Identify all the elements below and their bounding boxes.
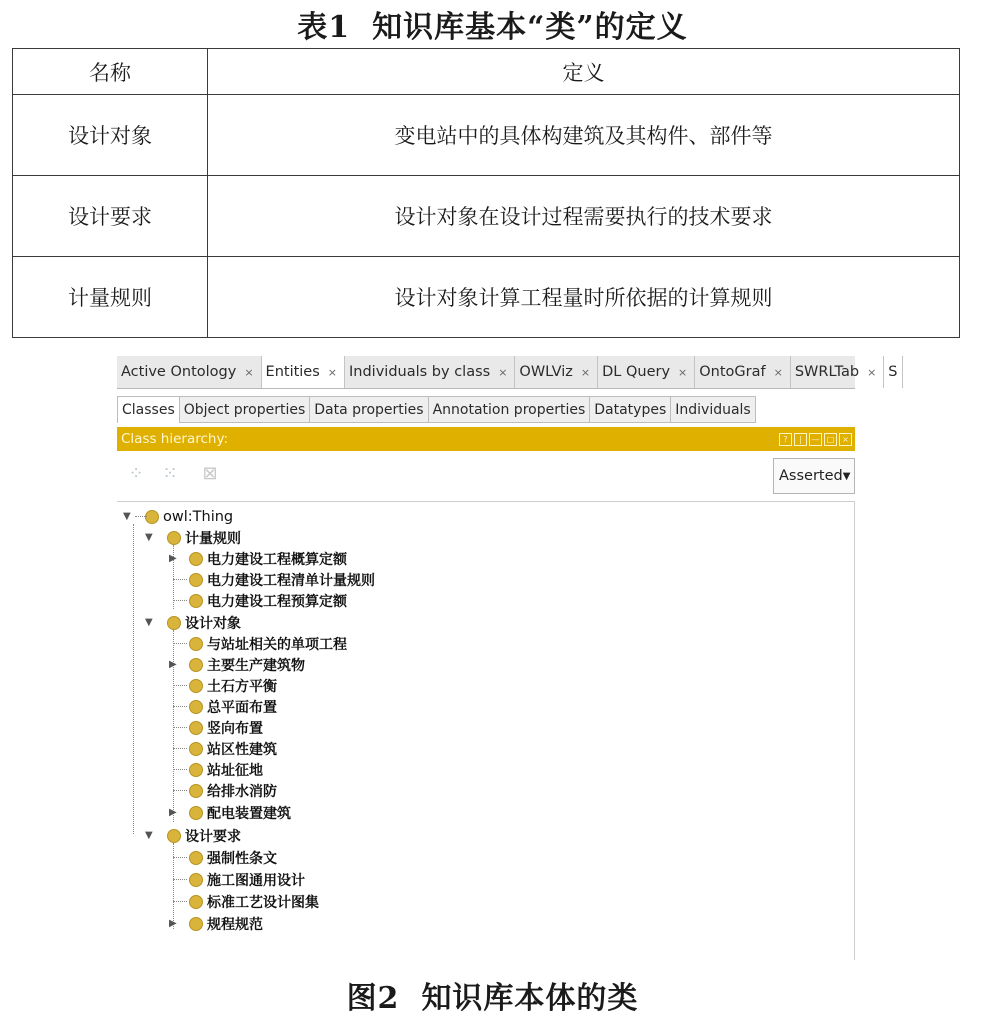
expand-arrow-icon[interactable]: ▶ [169, 918, 177, 929]
expand-arrow-icon[interactable]: ▶ [169, 659, 177, 670]
hierarchy-mode-value: Asserted [779, 468, 843, 484]
tree-node[interactable] [169, 654, 305, 675]
class-label: 设计要求 [185, 828, 241, 845]
hierarchy-toolbar [117, 453, 855, 497]
tab-individuals-by-class[interactable] [345, 356, 515, 388]
table-cell-name: 设计要求 [13, 176, 208, 257]
tree-connector [173, 727, 187, 729]
class-label: 站址征地 [207, 762, 263, 779]
table-cell-definition: 变电站中的具体构建筑及其构件、部件等 [208, 95, 960, 176]
figure-caption [0, 973, 985, 1017]
tree-node[interactable] [173, 675, 277, 696]
close-icon[interactable]: × [244, 365, 254, 379]
subtab-classes[interactable]: Classes [117, 396, 180, 423]
hierarchy-mode-select[interactable] [773, 458, 855, 494]
figure-caption-number: 图2 [346, 981, 400, 1016]
tree-node[interactable] [173, 633, 347, 654]
tree-node[interactable] [173, 847, 277, 868]
table-row [13, 176, 960, 257]
tab-truncated[interactable] [884, 356, 902, 388]
tree-node[interactable] [173, 780, 277, 801]
tree-node[interactable] [173, 759, 263, 780]
tab-label: OntoGraf [699, 364, 766, 380]
class-icon [189, 742, 203, 756]
tree-connector [173, 769, 187, 771]
close-icon[interactable]: × [678, 365, 688, 379]
panel-title: Class hierarchy: [121, 431, 229, 447]
class-icon [189, 573, 203, 587]
delete-class-icon[interactable]: ⊠ [202, 463, 218, 484]
tree-connector [173, 685, 187, 687]
close-icon[interactable]: × [867, 365, 877, 379]
class-label: 主要生产建筑物 [207, 657, 305, 674]
class-label: 土石方平衡 [207, 678, 277, 695]
tree-connector [173, 600, 187, 602]
class-icon [189, 851, 203, 865]
tab-label: OWLViz [519, 364, 573, 380]
tab-entities[interactable] [262, 356, 345, 388]
table-header-name: 名称 [13, 49, 208, 95]
close-icon[interactable]: × [327, 365, 338, 379]
tree-node[interactable] [173, 696, 277, 717]
tab-label: S [888, 364, 898, 380]
class-icon [167, 531, 181, 545]
table-cell-definition: 设计对象在设计过程需要执行的技术要求 [208, 176, 960, 257]
subtab-object-properties[interactable]: Object properties [180, 396, 311, 423]
class-icon [167, 829, 181, 843]
table-cell-name: 设计对象 [13, 95, 208, 176]
class-icon [189, 637, 203, 651]
tree-node[interactable] [173, 738, 277, 759]
class-icon [167, 616, 181, 630]
class-label: 总平面布置 [207, 699, 277, 716]
class-icon [189, 917, 203, 931]
tree-connector [173, 748, 187, 750]
protege-window [117, 356, 898, 960]
tree-node[interactable] [169, 548, 347, 569]
class-label: 施工图通用设计 [207, 872, 305, 889]
class-hierarchy-header [117, 427, 855, 451]
class-icon [189, 721, 203, 735]
class-label: 标准工艺设计图集 [207, 894, 319, 911]
tab-active-ontology[interactable] [117, 356, 262, 388]
class-icon [189, 552, 203, 566]
definition-table [12, 48, 960, 338]
class-icon [145, 510, 159, 524]
tab-dl-query[interactable] [598, 356, 695, 388]
class-icon [189, 700, 203, 714]
class-icon [189, 784, 203, 798]
class-icon [189, 873, 203, 887]
tree-connector [173, 857, 187, 859]
subtab-annotation-properties[interactable]: Annotation properties [429, 396, 591, 423]
chevron-down-icon: ▼ [842, 470, 851, 482]
tab-label: Entities [265, 364, 320, 380]
class-tree [117, 501, 855, 960]
class-icon [189, 679, 203, 693]
class-icon [189, 658, 203, 672]
tree-node-root[interactable] [123, 506, 233, 527]
class-icon [189, 895, 203, 909]
class-label: 给排水消防 [207, 783, 277, 800]
class-label: 电力建设工程预算定额 [207, 593, 347, 610]
tree-connector [173, 643, 187, 645]
pin-icon[interactable]: | [794, 433, 807, 446]
tab-owlviz[interactable] [515, 356, 598, 388]
table-row [13, 95, 960, 176]
expand-arrow-icon[interactable]: ▼ [145, 617, 153, 628]
table-header-row [13, 49, 960, 95]
table-row [13, 257, 960, 338]
expand-arrow-icon[interactable]: ▼ [145, 532, 153, 543]
expand-arrow-icon[interactable]: ▶ [169, 807, 177, 818]
expand-arrow-icon[interactable]: ▼ [145, 830, 153, 841]
tree-connector [173, 879, 187, 881]
subtab-datatypes[interactable]: Datatypes [590, 396, 671, 423]
class-label: 竖向布置 [207, 720, 263, 737]
table-cell-definition: 设计对象计算工程量时所依据的计算规则 [208, 257, 960, 338]
tree-connector [135, 516, 147, 518]
tree-node[interactable] [173, 869, 305, 890]
panel-controls [779, 433, 855, 446]
tree-node-group[interactable] [145, 527, 241, 548]
close-icon[interactable]: × [580, 365, 591, 379]
class-label: 计量规则 [185, 530, 241, 547]
tree-node[interactable] [173, 891, 319, 912]
tree-node[interactable] [169, 913, 263, 934]
tree-connector [173, 579, 187, 581]
help-icon[interactable]: ? [779, 433, 792, 446]
add-subclass-icon[interactable]: ⁘ [128, 463, 144, 484]
subtab-data-properties[interactable]: Data properties [310, 396, 428, 423]
table-caption-text: 知识库基本“类”的定义 [372, 10, 688, 45]
close-panel-icon[interactable]: × [839, 433, 852, 446]
minimize-icon[interactable]: — [809, 433, 822, 446]
tree-connector [173, 706, 187, 708]
tab-label: DL Query [602, 364, 671, 380]
expand-arrow-icon[interactable]: ▼ [123, 511, 131, 522]
expand-arrow-icon[interactable]: ▶ [169, 553, 177, 564]
class-label: 电力建设工程概算定额 [207, 551, 347, 568]
add-sibling-class-icon[interactable]: ⁙ [162, 463, 178, 484]
class-icon [189, 594, 203, 608]
tree-connector [173, 790, 187, 792]
close-icon[interactable]: × [773, 365, 783, 379]
class-icon [189, 763, 203, 777]
tab-label: SWRLTab [794, 364, 860, 380]
class-label: owl:Thing [163, 508, 234, 525]
entities-subtab-bar [117, 396, 855, 424]
class-label: 规程规范 [207, 916, 263, 933]
class-label: 站区性建筑 [207, 741, 277, 758]
class-label: 与站址相关的单项工程 [207, 636, 347, 653]
tab-label: Individuals by class [349, 364, 491, 380]
table-header-definition: 定义 [208, 49, 960, 95]
tree-node-group[interactable] [145, 612, 241, 633]
maximize-icon[interactable]: □ [824, 433, 837, 446]
figure-caption-text: 知识库本体的类 [421, 981, 639, 1016]
close-icon[interactable]: × [498, 365, 508, 379]
tab-swrltab[interactable] [791, 356, 884, 388]
class-label: 配电装置建筑 [207, 805, 291, 822]
class-label: 强制性条文 [207, 850, 277, 867]
tree-connector [133, 524, 134, 834]
class-icon [189, 806, 203, 820]
tree-connector [173, 901, 187, 903]
tree-node[interactable] [173, 590, 347, 611]
workspace-tab-bar [117, 356, 898, 389]
tab-label: Active Ontology [121, 364, 237, 380]
tree-node[interactable] [173, 569, 375, 590]
class-label: 电力建设工程清单计量规则 [207, 572, 375, 589]
table-cell-name: 计量规则 [13, 257, 208, 338]
tree-node[interactable] [173, 717, 263, 738]
table-caption [0, 2, 985, 46]
tree-node-group[interactable] [145, 825, 241, 846]
tree-node[interactable] [169, 802, 291, 823]
subtab-individuals[interactable]: Individuals [671, 396, 755, 423]
tab-ontograf[interactable] [695, 356, 791, 388]
table-caption-number: 表1 [297, 10, 351, 45]
class-label: 设计对象 [185, 615, 241, 632]
